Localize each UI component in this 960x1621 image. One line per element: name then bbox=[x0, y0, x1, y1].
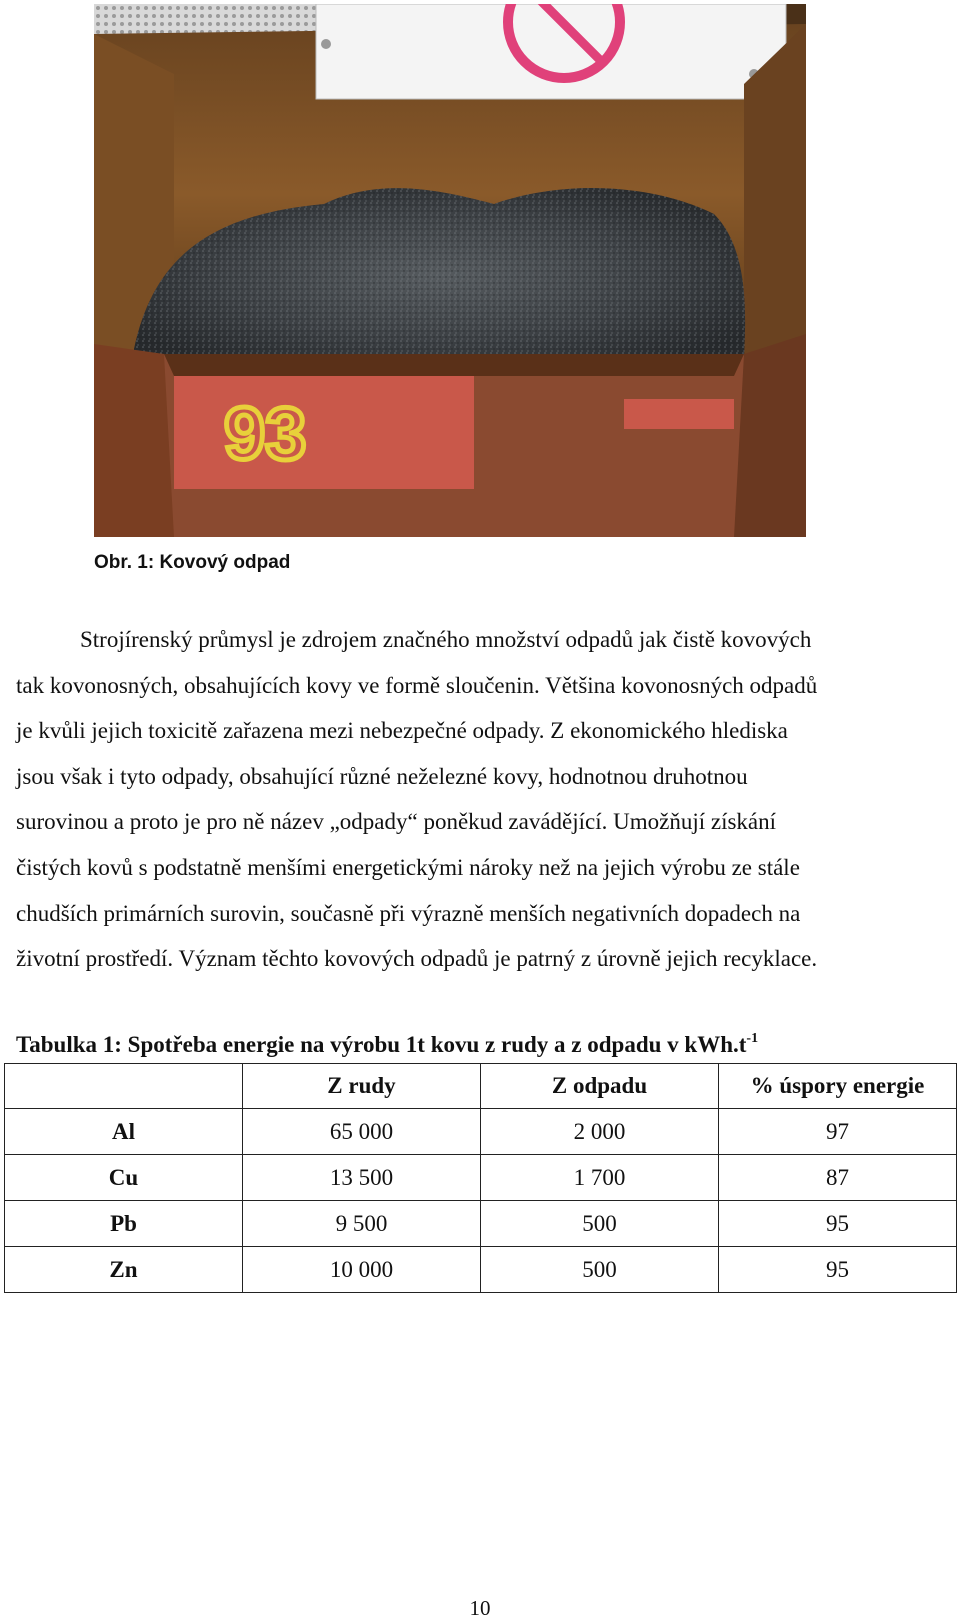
paragraph-line: chudších primárních surovin, současně při výrazně menších negativních dopadech na bbox=[16, 900, 801, 926]
header-cell-empty bbox=[5, 1064, 243, 1109]
energy-table bbox=[4, 1063, 957, 1293]
ore-cell: 65 000 bbox=[243, 1109, 481, 1155]
metal-cell: Pb bbox=[5, 1201, 243, 1247]
paragraph-line: životní prostředí. Význam těchto kovových odpadů je patrný z úrovně jejich recyklace. bbox=[16, 946, 818, 972]
waste-cell: 1 700 bbox=[481, 1155, 719, 1201]
table-row bbox=[5, 1109, 957, 1155]
body-paragraph bbox=[16, 617, 942, 982]
paragraph-line: čistých kovů s podstatně menšími energetickými nároky než na jejich výrobu ze stále bbox=[16, 854, 800, 880]
page-number: 10 bbox=[469, 1596, 491, 1620]
table-header-row bbox=[5, 1064, 957, 1109]
header-cell-savings: % úspory energie bbox=[719, 1064, 957, 1109]
paragraph-line: jsou však i tyto odpady, obsahující různé neželezné kovy, hodnotnou druhotnou bbox=[16, 763, 748, 789]
savings-cell: 95 bbox=[719, 1201, 957, 1247]
savings-cell: 95 bbox=[719, 1247, 957, 1293]
metal-cell: Zn bbox=[5, 1247, 243, 1293]
waste-cell: 2 000 bbox=[481, 1109, 719, 1155]
savings-cell: 87 bbox=[719, 1155, 957, 1201]
paragraph-line: tak kovonosných, obsahujících kovy ve formě sloučenin. Většina kovonosných odpadů bbox=[16, 672, 818, 698]
header-cell-ore: Z rudy bbox=[243, 1064, 481, 1109]
metal-waste-container-photo bbox=[94, 4, 806, 537]
ore-cell: 10 000 bbox=[243, 1247, 481, 1293]
paragraph-line: Strojírenský průmysl je zdrojem značného množství odpadů jak čistě kovových bbox=[80, 627, 812, 652]
container-number: 93 bbox=[224, 392, 307, 475]
table-title-text: Tabulka 1: Spotřeba energie na výrobu 1t kovu z rudy a z odpadu v kWh.t bbox=[16, 1032, 747, 1057]
header-cell-waste: Z odpadu bbox=[481, 1064, 719, 1109]
table-row bbox=[5, 1201, 957, 1247]
savings-cell: 97 bbox=[719, 1109, 957, 1155]
figure-caption: Obr. 1: Kovový odpad bbox=[94, 552, 291, 573]
table-row bbox=[5, 1155, 957, 1201]
waste-cell: 500 bbox=[481, 1201, 719, 1247]
figure-photo bbox=[94, 4, 806, 537]
paragraph-line: surovinou a proto je pro ně název „odpady“ poněkud zavádějící. Umožňují získání bbox=[16, 809, 777, 835]
ore-cell: 13 500 bbox=[243, 1155, 481, 1201]
metal-cell: Al bbox=[5, 1109, 243, 1155]
ore-cell: 9 500 bbox=[243, 1201, 481, 1247]
table-title bbox=[16, 1031, 758, 1058]
table-row bbox=[5, 1247, 957, 1293]
waste-cell: 500 bbox=[481, 1247, 719, 1293]
metal-cell: Cu bbox=[5, 1155, 243, 1201]
paragraph-line: je kvůli jejich toxicitě zařazena mezi nebezpečné odpady. Z ekonomického hlediska bbox=[16, 718, 788, 744]
table-title-superscript: -1 bbox=[746, 1031, 759, 1046]
